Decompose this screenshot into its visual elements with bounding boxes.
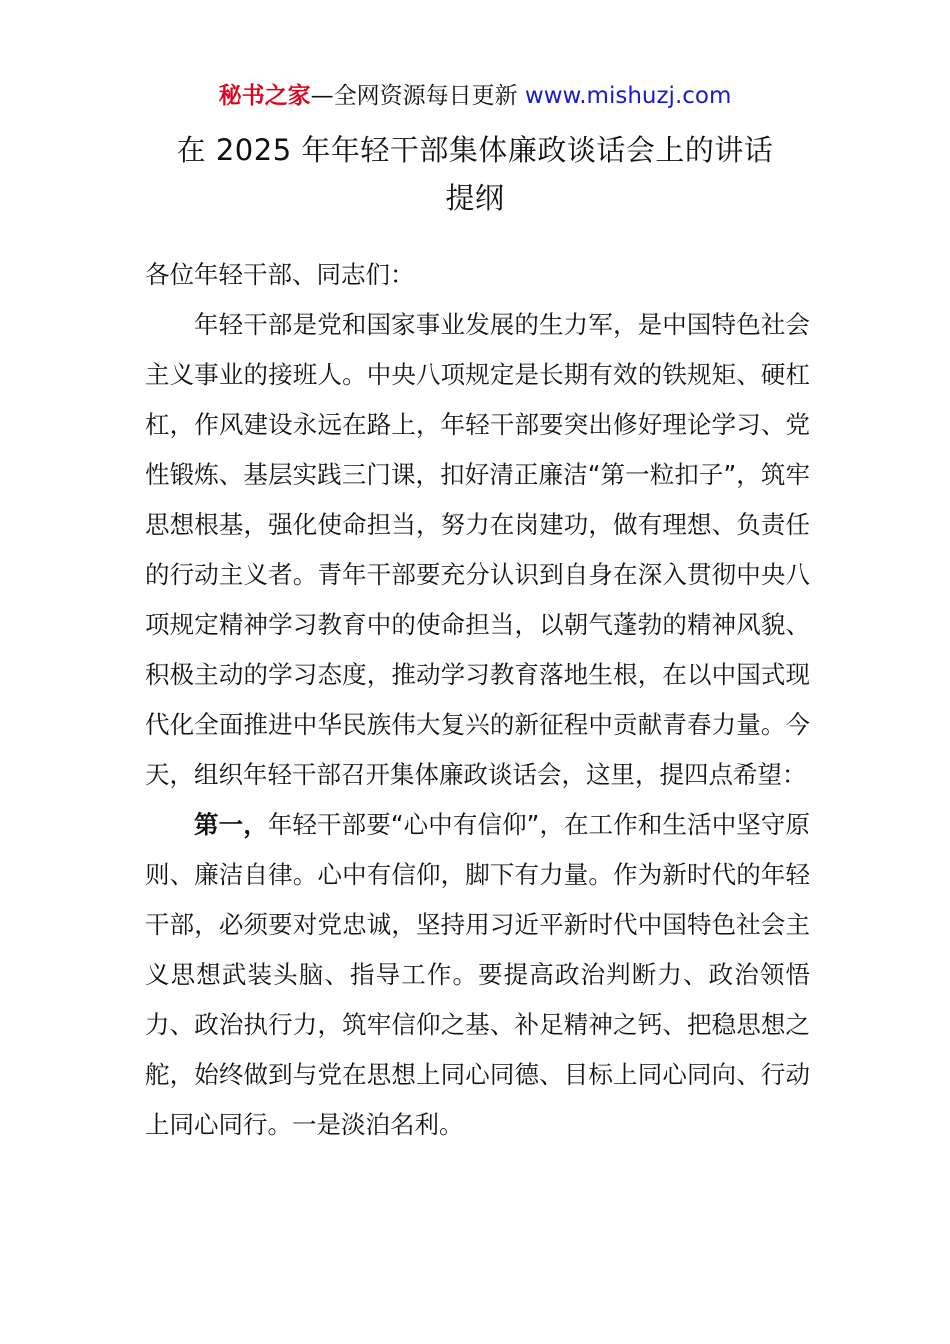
document-title — [145, 126, 805, 222]
document-body — [145, 250, 810, 1150]
salutation: 各位年轻干部、同志们： — [145, 260, 415, 289]
paragraph-intro: 年轻干部是党和国家事业发展的生力军，是中国特色社会主义事业的接班人。中央八项规定是长期有效的铁规矩、硬杠杠，作风建设永远在路上，年轻干部要突出修好理论学习、党性锻炼、基层实践三门课，扣好清正廉洁“第一粒扣子”，筑牢思想根基，强化使命担当，努力在岗建功，做有理想、负责任的行动主义者。青年干部要充分认识到自身在深入贯彻中央八项规定精神学习教育中的使命担当，以朝气蓬勃的精神风貌、积极主动的学习态度，推动学习教育落地生根，在以中国式现代化全面推进中华民族伟大复兴的新征程中贡献青春力量。今天，组织年轻干部召开集体廉政谈话会，这里，提四点希望： — [145, 310, 810, 789]
paragraph-lead: 第一， — [194, 810, 268, 839]
site-name: 秘书之家 — [218, 83, 311, 109]
site-header — [0, 80, 950, 112]
title-line-2: 提纲 — [445, 181, 505, 215]
site-url-link[interactable]: www.mishuzj.com — [524, 83, 732, 109]
paragraph-first-point — [145, 800, 810, 1150]
site-tagline: —全网资源每日更新 — [310, 83, 525, 109]
title-line-1: 在 2025 年年轻干部集体廉政谈话会上的讲话 — [176, 133, 774, 167]
paragraph-text: 年轻干部要“心中有信仰”，在工作和生活中坚守原则、廉洁自律。心中有信仰，脚下有力量。作为新时代的年轻干部，必须要对党忠诚，坚持用习近平新时代中国特色社会主义思想武装头脑、指导工作。要提高政治判断力、政治领悟力、政治执行力，筑牢信仰之基、补足精神之钙、把稳思想之舵，始终做到与党在思想上同心同德、目标上同心同向、行动上同心同行。一是淡泊名利。 — [145, 810, 811, 1139]
